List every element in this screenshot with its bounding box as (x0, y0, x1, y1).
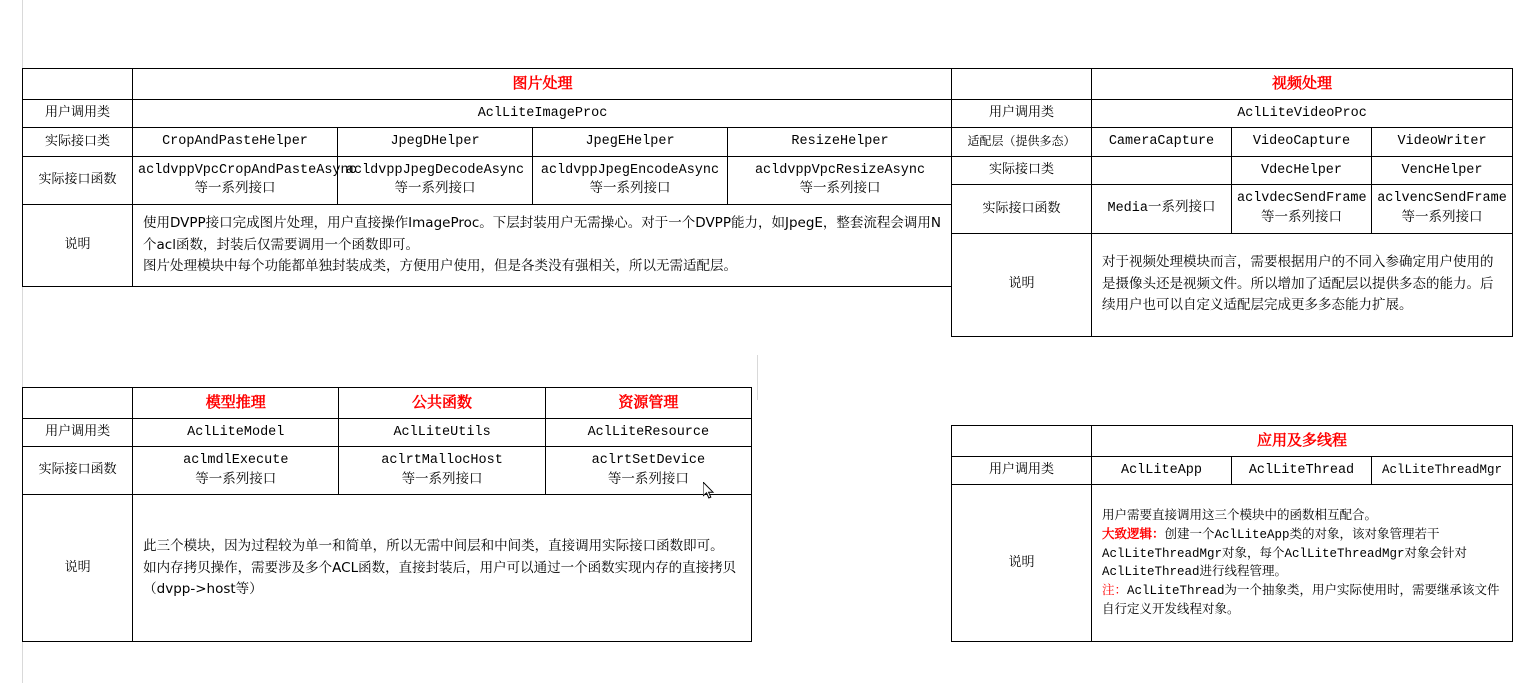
table-row (952, 156, 1513, 185)
cell-func-aclrt-malloc-host (339, 447, 545, 495)
corner-cell (952, 69, 1092, 100)
cell-video-writer: VideoWriter (1372, 128, 1513, 157)
corner-cell (952, 426, 1092, 457)
table-row (952, 485, 1513, 642)
cell-video-capture: VideoCapture (1232, 128, 1372, 157)
row-label-user-class: 用户调用类 (23, 99, 133, 128)
table-row (952, 233, 1513, 336)
cell-image-description (133, 205, 953, 287)
table-row (23, 69, 953, 100)
row-label-adapter-layer: 适配层（提供多态） (952, 128, 1092, 157)
table-row (952, 456, 1513, 485)
cell-acllite-video-proc: AclLiteVideoProc (1092, 99, 1513, 128)
row-label-impl-func: 实际接口函数 (952, 185, 1092, 233)
cell-func-crop-paste (133, 156, 357, 204)
description-text: AclLiteThread为一个抽象类，用户实际使用时，需要继承该文件自行定义开发线程对象。 (1102, 584, 1500, 617)
description-line: 图片处理模块中每个功能都单独封装成类，方便用户使用，但是各类没有强相关，所以无需适配层。 (143, 258, 737, 275)
row-label-impl-class: 实际接口类 (23, 128, 133, 157)
func-name: aclmdlExecute (183, 453, 289, 469)
table-row (952, 69, 1513, 100)
table-row (23, 205, 953, 287)
table-row (23, 388, 752, 419)
table-row (23, 447, 752, 495)
row-label-description: 说明 (952, 485, 1092, 642)
table-row (952, 185, 1513, 233)
row-label-user-class: 用户调用类 (952, 99, 1092, 128)
cell-func-venc-sendframe (1372, 185, 1513, 233)
cell-vdec-helper: VdecHelper (1232, 156, 1372, 185)
table-title-app-thread: 应用及多线程 (1092, 426, 1513, 457)
table-video-processing (951, 68, 1513, 337)
func-note: 等一系列接口 (195, 472, 277, 488)
func-note: 等一系列接口 (799, 182, 881, 198)
description-line: 此三个模块，因为过程较为单一和简单，所以无需中间层和中间类，直接调用实际接口函数即可。 (143, 538, 724, 555)
row-label-description: 说明 (23, 205, 133, 287)
func-note: 等一系列接口 (401, 472, 483, 488)
cell-camera-capture: CameraCapture (1092, 128, 1232, 157)
table-row (23, 99, 953, 128)
corner-cell (23, 69, 133, 100)
cell-acllite-image-proc: AclLiteImageProc (133, 99, 953, 128)
cell-acllite-resource: AclLiteResource (545, 418, 751, 447)
cell-func-jpeg-decode (338, 156, 533, 204)
cell-func-aclmdl-execute (133, 447, 339, 495)
cell-lower-left-description (133, 495, 752, 642)
table-title-common-func: 公共函数 (339, 388, 545, 419)
cell-func-jpeg-encode (533, 156, 728, 204)
func-name: acldvppVpcCropAndPasteAsync (138, 162, 357, 178)
cell-jpege-helper: JpegEHelper (533, 128, 728, 157)
description-line: 对于视频处理模块而言，需要根据用户的不同入参确定用户使用的是摄像头还是视频文件。所以增加了适配层以提供多态的能力。后续用户也可以自定义适配层完成更多多态能力扩展。 (1102, 254, 1494, 314)
func-name: acldvppJpegEncodeAsync (540, 162, 720, 178)
cell-crop-and-paste-helper: CropAndPasteHelper (133, 128, 338, 157)
description-line: 使用DVPP接口完成图片处理，用户直接操作ImageProc。下层封装用户无需操心。对于一个DVPP能力，如JpegE，整套流程会调用N个acl函数，封装后仅需要调用一个函数即可。 (143, 215, 942, 253)
table-image-processing (22, 68, 953, 287)
cell-resize-helper: ResizeHelper (728, 128, 953, 157)
row-label-description: 说明 (23, 495, 133, 642)
func-name: acldvppVpcResizeAsync (754, 162, 926, 178)
func-name: aclrtSetDevice (591, 453, 706, 469)
table-row (23, 128, 953, 157)
table-row (952, 99, 1513, 128)
table-row (952, 426, 1513, 457)
table-row (952, 128, 1513, 157)
description-emphasis: 大致逻辑： (1102, 527, 1165, 542)
func-name: aclrtMallocHost (381, 453, 503, 469)
func-note: 等一系列接口 (589, 182, 671, 198)
table-title-image: 图片处理 (133, 69, 953, 100)
cell-func-media (1092, 185, 1232, 233)
func-name: aclvencSendFrame (1377, 191, 1507, 207)
cell-acllite-thread: AclLiteThread (1232, 456, 1372, 485)
table-title-resource-mgmt: 资源管理 (545, 388, 751, 419)
table-row (23, 418, 752, 447)
func-note: 等一系列接口 (1261, 211, 1342, 226)
func-name: Media一系列接口 (1107, 201, 1216, 217)
row-label-description: 说明 (952, 233, 1092, 336)
cell-jpegd-helper: JpegDHelper (338, 128, 533, 157)
cell-venc-helper: VencHelper (1372, 156, 1513, 185)
description-line (1102, 582, 1502, 620)
row-label-impl-func: 实际接口函数 (23, 156, 133, 204)
description-line: 用户需要直接调用这三个模块中的函数相互配合。 (1102, 509, 1378, 524)
corner-cell (23, 388, 133, 419)
table-app-multithread (951, 425, 1513, 642)
description-line (1102, 526, 1502, 582)
row-label-impl-func: 实际接口函数 (23, 447, 133, 495)
cell-acllite-app: AclLiteApp (1092, 456, 1232, 485)
func-note: 等一系列接口 (394, 182, 476, 198)
description-note-label: 注： (1102, 584, 1128, 599)
row-label-impl-class: 实际接口类 (952, 156, 1092, 185)
table-row (23, 495, 752, 642)
table-model-utils-resource (22, 387, 752, 642)
cell-func-aclrt-set-device (545, 447, 751, 495)
row-label-user-class: 用户调用类 (952, 456, 1092, 485)
cell-video-description (1092, 233, 1513, 336)
func-name: acldvppJpegDecodeAsync (345, 162, 525, 178)
cell-func-resize (728, 156, 953, 204)
func-note: 等一系列接口 (607, 472, 689, 488)
description-line: 如内存拷贝操作，需要涉及多个ACL函数，直接封装后，用户可以通过一个函数实现内存的直接拷贝（dvpp->host等） (143, 559, 737, 598)
table-title-video: 视频处理 (1092, 69, 1513, 100)
table-row (23, 156, 953, 204)
cell-app-description (1092, 485, 1513, 642)
func-note: 等一系列接口 (1401, 211, 1483, 226)
func-name: aclvdecSendFrame (1237, 191, 1367, 207)
cell-acllite-threadmgr: AclLiteThreadMgr (1372, 456, 1513, 485)
cell-acllite-utils: AclLiteUtils (339, 418, 545, 447)
page-column-guide (757, 355, 758, 400)
cell-impl-class-empty (1092, 156, 1232, 185)
table-title-model-inference: 模型推理 (133, 388, 339, 419)
description-text: 创建一个AclLiteApp类的对象，该对象管理若干AclLiteThreadMgr对象，每个AclLiteThreadMgr对象会针对AclLiteThread进行线程管理。 (1102, 527, 1468, 580)
func-note: 等一系列接口 (194, 182, 276, 198)
cell-acllite-model: AclLiteModel (133, 418, 339, 447)
cell-func-vdec-sendframe (1232, 185, 1372, 233)
row-label-user-class: 用户调用类 (23, 418, 133, 447)
